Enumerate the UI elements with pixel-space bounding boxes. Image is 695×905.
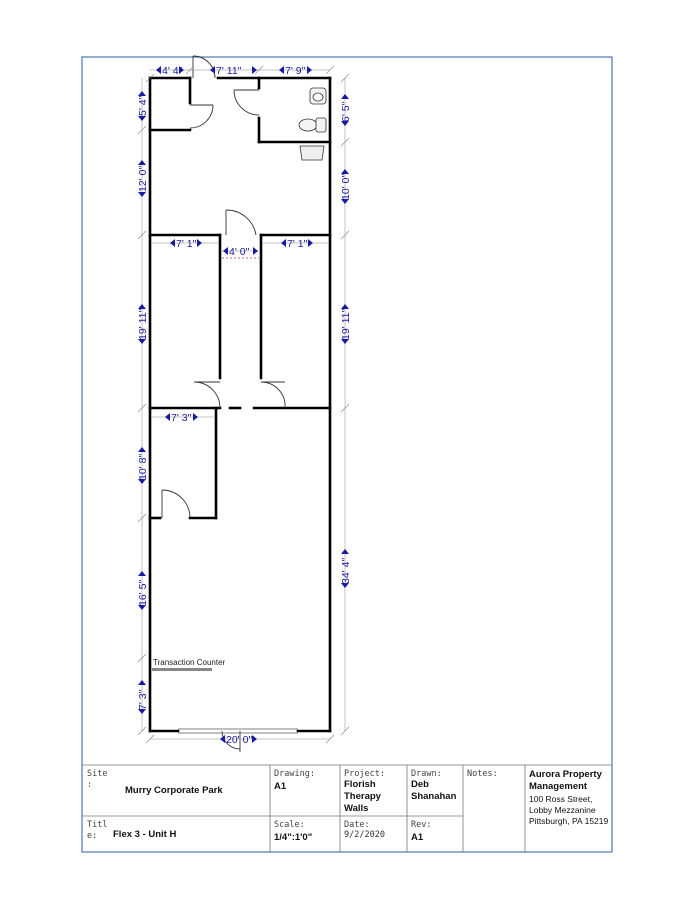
dim-hall-label: 4' 0" — [229, 246, 250, 258]
dim-hall — [222, 246, 259, 258]
project-value-1: Florish — [344, 779, 376, 790]
company-name-2: Management — [529, 781, 588, 792]
dim-left-12 — [137, 160, 149, 197]
title-value: Flex 3 - Unit H — [113, 829, 177, 840]
drawn-value-2: Shanahan — [411, 791, 457, 802]
dim-room-right — [263, 238, 328, 250]
dim-small-room — [152, 412, 214, 424]
site-key: Site — [87, 769, 108, 779]
company-name-1: Aurora Property — [529, 769, 602, 780]
dim-right-bath-label: 6' 5" — [340, 101, 352, 122]
date-value: 9/2/2020 — [344, 830, 385, 840]
dim-top-left — [150, 65, 190, 77]
dim-left-16 — [137, 571, 149, 610]
dim-room-right-label: 7' 1" — [287, 238, 308, 250]
dim-left-7-label: 7' 3" — [137, 689, 149, 710]
address-line-3: Pittsburgh, PA 15219 — [529, 816, 609, 826]
scale-value: 1/4":1'0" — [274, 832, 313, 843]
drawing-key: Drawing: — [274, 769, 315, 779]
dim-room-left — [152, 238, 218, 250]
dim-left-upper — [137, 91, 149, 121]
address-line-1: 100 Ross Street, — [529, 794, 593, 804]
dim-bottom — [150, 734, 330, 746]
transaction-counter — [152, 668, 212, 671]
date-key: Date: — [344, 820, 370, 830]
toilet-icon — [299, 118, 326, 132]
dim-right-19-label: 19' 11" — [340, 308, 352, 340]
dim-right-34-label: 34' 4" — [340, 557, 352, 584]
title-key-1: Titl — [87, 820, 108, 830]
dim-top-mid — [190, 65, 259, 77]
counter-label: Transaction Counter — [153, 658, 226, 667]
dim-left-10-label: 10' 8" — [137, 453, 149, 480]
doors — [162, 56, 285, 752]
project-value-2: Therapy — [344, 791, 381, 802]
title-key-2: e: — [87, 831, 98, 841]
dim-left-12-label: 12' 0" — [137, 165, 149, 192]
dim-right-10 — [340, 169, 352, 204]
site-colon: : — [87, 780, 93, 790]
rev-value: A1 — [411, 832, 424, 843]
dim-top-left-label: 4' 4" — [162, 65, 183, 77]
dim-room-left-label: 7' 1" — [176, 238, 197, 250]
dim-top-mid-label: 7' 11" — [216, 65, 242, 77]
dim-left-19-label: 19' 11" — [137, 308, 149, 340]
rev-key: Rev: — [411, 820, 432, 830]
dim-small-room-label: 7' 3" — [171, 412, 192, 424]
dim-bottom-label: 20' 0" — [226, 734, 253, 746]
water-heater-icon — [300, 146, 324, 160]
dim-right-34 — [340, 549, 352, 588]
storefront — [178, 729, 298, 733]
drawn-key: Drawn: — [411, 769, 442, 779]
drawn-value-1: Deb — [411, 779, 429, 790]
notes-key: Notes: — [467, 769, 498, 779]
scale-key: Scale: — [274, 820, 305, 830]
dim-left-16-label: 16' 5" — [137, 579, 149, 606]
dim-top-right — [259, 65, 330, 77]
address-line-2: Lobby Mezzanine — [529, 805, 596, 815]
dim-left-7 — [137, 680, 149, 714]
sink-icon — [310, 88, 326, 104]
dim-top-right-label: 7' 9" — [285, 65, 306, 77]
dim-right-bath — [340, 94, 352, 126]
drawing-value: A1 — [274, 781, 287, 792]
walls — [150, 78, 330, 731]
dim-right-10-label: 10' 0" — [340, 173, 352, 200]
project-value-3: Walls — [344, 803, 369, 814]
dim-left-10 — [137, 447, 149, 484]
dim-left-19 — [137, 304, 149, 344]
dim-left-upper-label: 5' 4" — [137, 95, 149, 116]
dim-right-19 — [340, 304, 352, 344]
project-key: Project: — [344, 769, 385, 779]
extension-ticks — [138, 66, 349, 743]
site-value: Murry Corporate Park — [125, 785, 223, 796]
